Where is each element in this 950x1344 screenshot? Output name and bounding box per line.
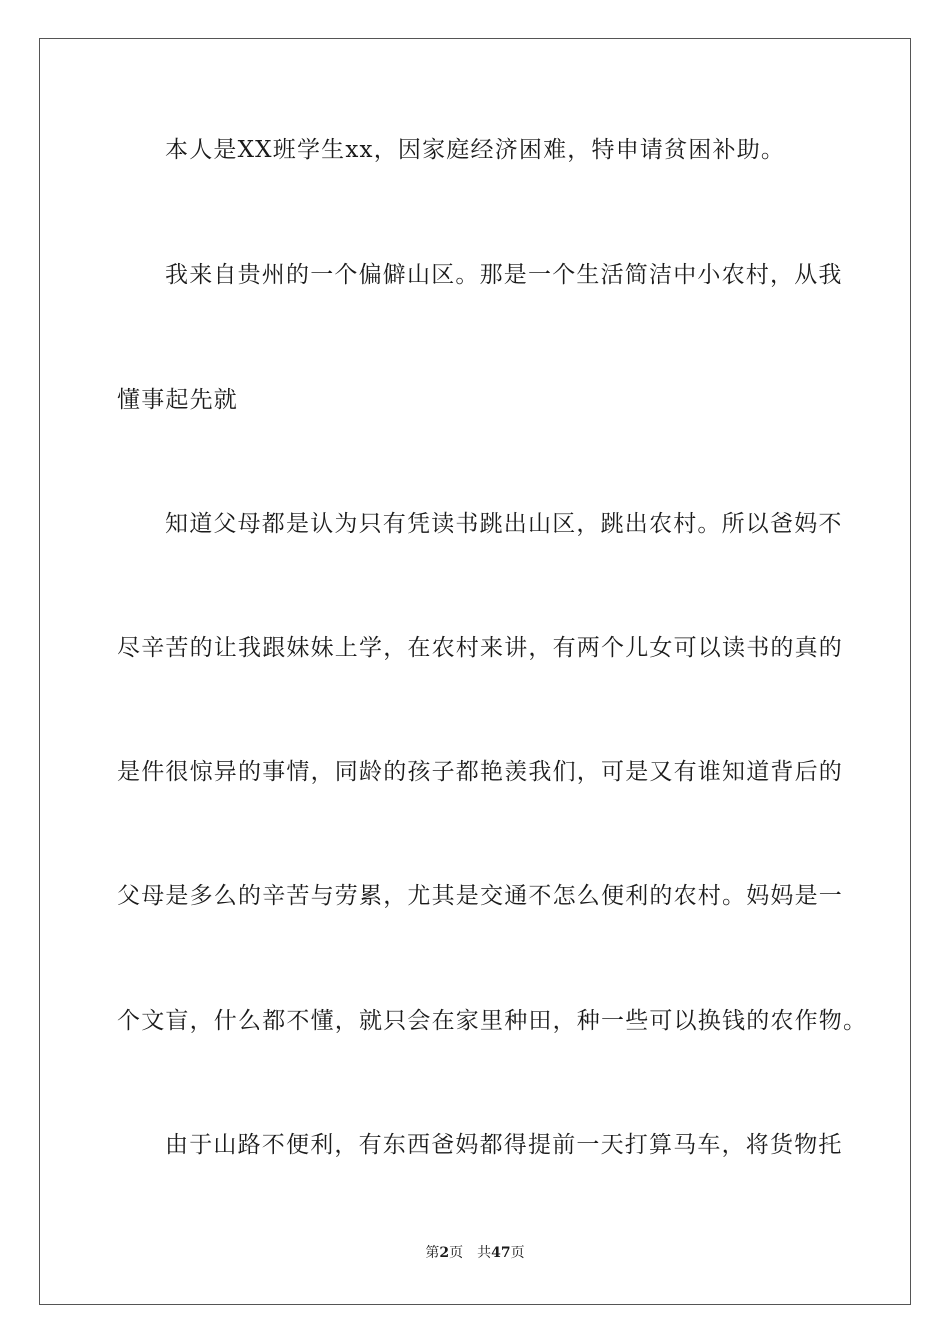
paragraph-line: 知道父母都是认为只有凭读书跳出山区，跳出农村。所以爸妈不 xyxy=(165,511,843,537)
paragraph-line: 懂事起先就 xyxy=(117,387,238,413)
page-footer xyxy=(0,1243,950,1263)
paragraph-line: 由于山路不便利，有东西爸妈都得提前一天打算马车，将货物托 xyxy=(165,1132,843,1158)
paragraph-line: 本人是XX班学生xx，因家庭经济困难，特申请贫困补助。 xyxy=(165,137,786,163)
page-suffix: 页 xyxy=(449,1245,464,1261)
paragraph-line: 我来自贵州的一个偏僻山区。那是一个生活简洁中小农村，从我 xyxy=(165,262,843,288)
total-prefix: 共 xyxy=(477,1245,492,1261)
paragraph-line: 父母是多么的辛苦与劳累，尤其是交通不怎么便利的农村。妈妈是一 xyxy=(117,883,843,909)
page-prefix: 第 xyxy=(425,1245,440,1261)
total-pages: 47 xyxy=(491,1245,511,1261)
paragraph-line: 是件很惊异的事情，同龄的孩子都艳羡我们，可是又有谁知道背后的 xyxy=(117,759,843,785)
page-border xyxy=(39,38,911,1305)
total-suffix: 页 xyxy=(510,1245,525,1261)
paragraph-line: 尽辛苦的让我跟妹妹上学，在农村来讲，有两个儿女可以读书的真的 xyxy=(117,635,843,661)
paragraph-line: 个文盲，什么都不懂，就只会在家里种田，种一些可以换钱的农作物。 xyxy=(117,1008,868,1034)
page-number: 2 xyxy=(439,1245,450,1261)
